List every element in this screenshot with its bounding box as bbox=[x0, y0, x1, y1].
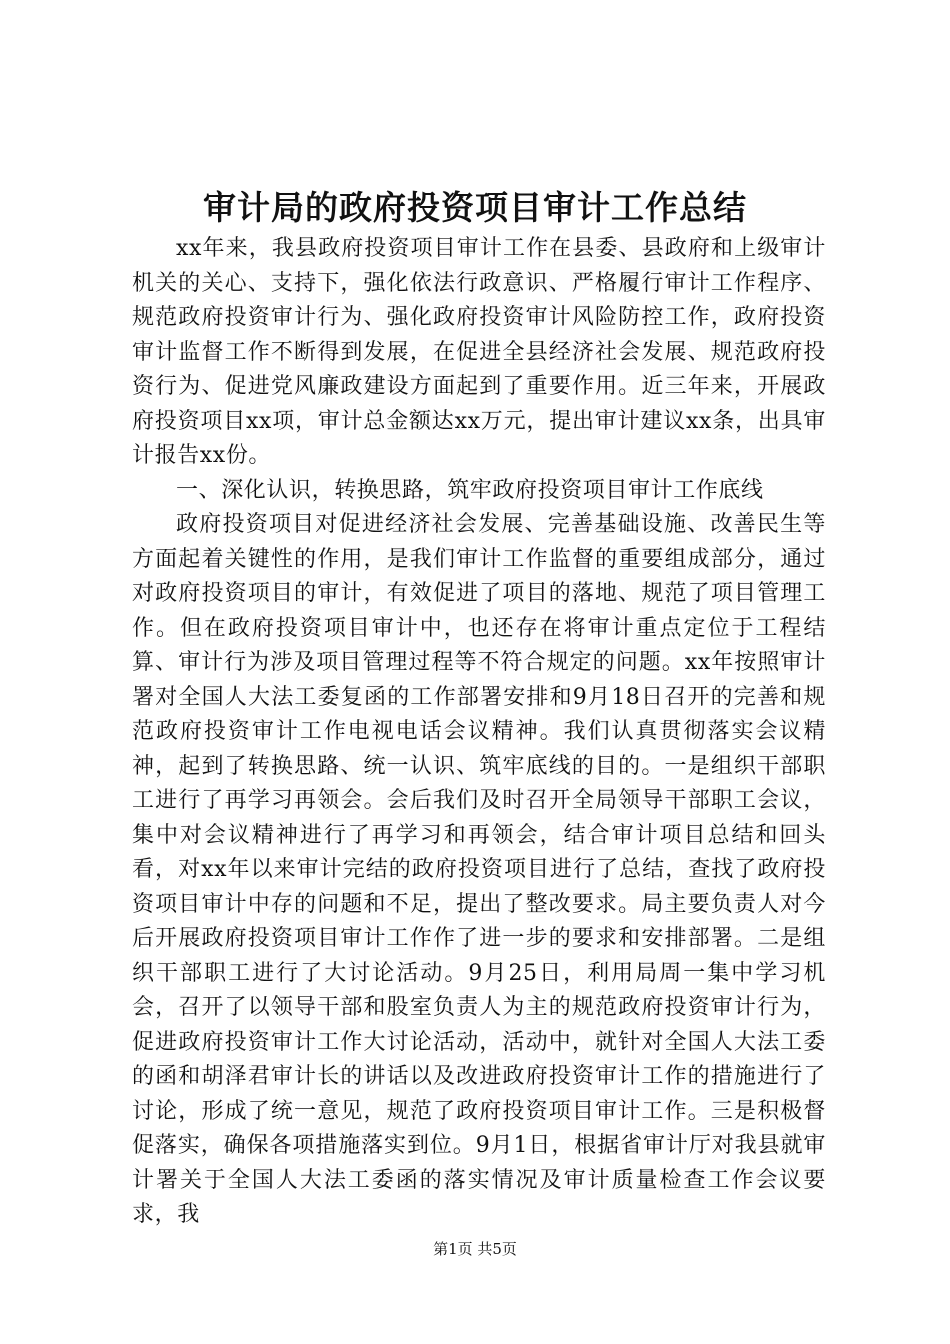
page-number: 第1页 bbox=[433, 1240, 473, 1258]
document-title: 审计局的政府投资项目审计工作总结 bbox=[203, 188, 747, 227]
page-total: 共5页 bbox=[477, 1240, 517, 1258]
section-heading-1: 一、深化认识，转换思路，筑牢政府投资项目审计工作底线 bbox=[176, 477, 764, 503]
paragraph-intro: xx年来，我县政府投资项目审计工作在县委、县政府和上级审计机关的关心、支持下，强化依法行政意识、严格履行审计工作程序、规范政府投资审计行为、强化政府投资审计风险防控工作，政府投资审计监督工作不断得到发展，在促进全县经济社会发展、规范政府投资行为、促进党风廉政建设方面起到了重要作用。近三年来，开展政府投资项目xx项，审计总金额达xx万元，提出审计建议xx条，出具审计报告xx份。 bbox=[132, 236, 826, 468]
paragraph-section-1: 政府投资项目对促进经济社会发展、完善基础设施、改善民生等方面起着关键性的作用，是我们审计工作监督的重要组成部分，通过对政府投资项目的审计，有效促进了项目的落地、规范了项目管理工作。但在政府投资项目审计中，也还存在将审计重点定位于工程结算、审计行为涉及项目管理过程等不符合规定的问题。xx年按照审计署对全国人大法工委复函的工作部署安排和9月18日召开的完善和规范政府投资审计工作电视电话会议精神。我们认真贯彻落实会议精神，起到了转换思路、统一认识、筑牢底线的目的。一是组织干部职工进行了再学习再领会。会后我们及时召开全局领导干部职工会议，集中对会议精神进行了再学习和再领会，结合审计项目总结和回头看，对xx年以来审计完结的政府投资项目进行了总结，查找了政府投资项目审计中存的问题和不足，提出了整改要求。局主要负责人对今后开展政府投资项目审计工作作了进一步的要求和安排部署。二是组织干部职工进行了大讨论活动。9月25日，利用局周一集中学习机会，召开了以领导干部和股室负责人为主的规范政府投资审计行为，促进政府投资审计工作大讨论活动，活动中，就针对全国人大法工委的函和胡泽君审计长的讲话以及改进政府投资审计工作的措施进行了讨论，形成了统一意见，规范了政府投资项目审计工作。三是积极督促落实，确保各项措施落实到位。9月1日，根据省审计厅对我县就审计署关于全国人大法工委函的落实情况及审计质量检查工作会议要求，我 bbox=[132, 512, 826, 1227]
page-footer bbox=[0, 1239, 950, 1259]
document-body bbox=[132, 232, 826, 1233]
